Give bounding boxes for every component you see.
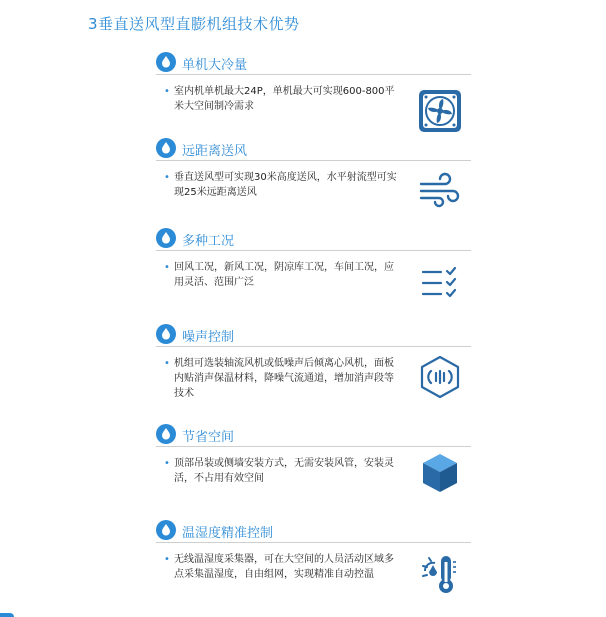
page-title: 3垂直送风型直膨机组技术优势 bbox=[88, 15, 300, 33]
section-divider bbox=[156, 160, 471, 161]
section-space-saving bbox=[156, 424, 471, 516]
section-precise-temp-humidity bbox=[156, 520, 471, 612]
checklist-icon bbox=[417, 260, 463, 306]
section-divider bbox=[156, 446, 471, 447]
section-text: 机组可选装轴流风机或低噪声后倾离心风机，面板内贴消声保温材料，降噪气流通道，增加消声段等技术 bbox=[174, 358, 394, 399]
bullet-marker: • bbox=[164, 458, 170, 469]
section-divider bbox=[156, 74, 471, 75]
water-drop-icon bbox=[156, 520, 176, 540]
sound-dampening-icon bbox=[417, 354, 463, 400]
wind-icon bbox=[417, 168, 463, 214]
section-description bbox=[164, 170, 402, 200]
section-header bbox=[156, 138, 471, 160]
section-header bbox=[156, 424, 471, 446]
section-divider bbox=[156, 542, 471, 543]
section-title: 温湿度精准控制 bbox=[182, 526, 274, 541]
section-title: 节省空间 bbox=[182, 430, 235, 445]
section-header bbox=[156, 520, 471, 542]
thermometer-icon bbox=[417, 550, 463, 596]
section-multiple-conditions bbox=[156, 228, 471, 318]
corner-accent bbox=[0, 613, 14, 617]
section-description bbox=[164, 552, 402, 582]
bullet-marker: • bbox=[164, 172, 170, 183]
bullet-marker: • bbox=[164, 262, 170, 273]
cube-icon bbox=[417, 450, 463, 496]
bullet-marker: • bbox=[164, 358, 170, 369]
section-header bbox=[156, 228, 471, 250]
fan-icon bbox=[417, 88, 463, 134]
section-title: 多种工况 bbox=[182, 234, 235, 249]
section-text: 顶部吊装或侧墙安装方式，无需安装风管，安装灵活，不占用有效空间 bbox=[174, 458, 394, 484]
section-header bbox=[156, 324, 471, 346]
section-text: 室内机单机最大24P，单机最大可实现600-800平米大空间制冷需求 bbox=[174, 86, 395, 112]
water-drop-icon bbox=[156, 138, 176, 158]
section-divider bbox=[156, 346, 471, 347]
section-header bbox=[156, 52, 471, 74]
section-description bbox=[164, 456, 402, 486]
section-title: 远距离送风 bbox=[182, 144, 248, 159]
water-drop-icon bbox=[156, 424, 176, 444]
water-drop-icon bbox=[156, 324, 176, 344]
section-description bbox=[164, 356, 402, 401]
bullet-marker: • bbox=[164, 554, 170, 565]
section-long-distance-air bbox=[156, 138, 471, 224]
section-text: 垂直送风型可实现30米高度送风，水平射流型可实现25米远距离送风 bbox=[174, 172, 397, 198]
section-description bbox=[164, 260, 402, 290]
section-noise-control bbox=[156, 324, 471, 424]
water-drop-icon bbox=[156, 52, 176, 72]
section-divider bbox=[156, 250, 471, 251]
section-title: 噪声控制 bbox=[182, 330, 235, 345]
water-drop-icon bbox=[156, 228, 176, 248]
section-text: 回风工况，新风工况，阴凉库工况，车间工况，应用灵活、范围广泛 bbox=[174, 262, 394, 288]
section-title: 单机大冷量 bbox=[182, 58, 248, 73]
section-large-cooling bbox=[156, 52, 471, 138]
section-description bbox=[164, 84, 402, 114]
bullet-marker: • bbox=[164, 86, 170, 97]
section-text: 无线温湿度采集器，可在大空间的人员活动区域多点采集温湿度，自由组网，实现精准自动控温 bbox=[174, 554, 394, 580]
